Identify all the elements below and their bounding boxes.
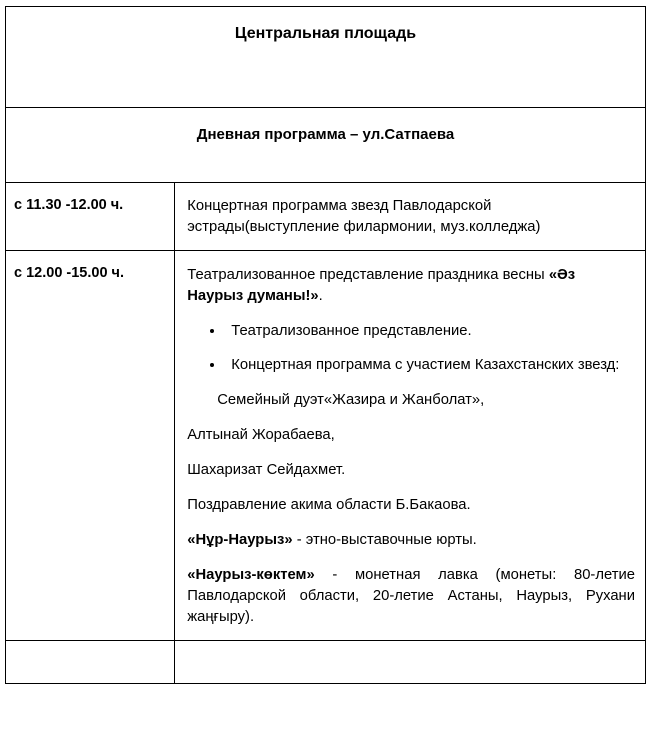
nauryz-koktem-rest: - монетная лавка (монеты: 80-летие Павлодарской области, 20-летие Астаны, Наурыз, Рухани жаңғыру). xyxy=(187,567,635,625)
nauryz-koktem-line xyxy=(187,565,635,628)
table-row xyxy=(6,183,646,251)
description-1-text: Концертная программа звезд Павлодарской эстрады(выступление филармонии, муз.колледжа) xyxy=(187,198,541,235)
performer-line-3: Шахаризат Сейдахмет. xyxy=(187,462,346,478)
list-item: • Концертная программа с участием Казахстанских звезд: xyxy=(225,355,635,376)
nur-nauryz-rest: - этно-выставочные юрты. xyxy=(292,532,477,548)
schedule-table xyxy=(5,6,646,684)
intro-bold: «Әз Наурыз думаны!» xyxy=(187,267,576,304)
performer-line-2: Алтынай Жорабаева, xyxy=(187,427,335,443)
list-item: • Театрализованное представление. xyxy=(225,321,635,342)
title-row xyxy=(6,7,646,108)
empty-cell-left xyxy=(6,641,175,684)
empty-row xyxy=(6,641,646,684)
description-2 xyxy=(175,251,646,641)
page-title: Центральная площадь xyxy=(6,7,646,108)
intro-prefix: Театрализованное представление праздника весны xyxy=(187,267,549,283)
nauryz-koktem-bold: «Наурыз-көктем» xyxy=(187,567,315,583)
empty-cell-right xyxy=(175,641,646,684)
nur-nauryz-line xyxy=(187,530,635,551)
intro-paragraph xyxy=(187,265,635,307)
time-slot-2: с 12.00 -15.00 ч. xyxy=(6,251,175,641)
greeting-line: Поздравление акима области Б.Бакаова. xyxy=(187,497,471,513)
table-row xyxy=(6,251,646,641)
time-slot-1: с 11.30 -12.00 ч. xyxy=(6,183,175,251)
description-1 xyxy=(175,183,646,251)
program-subtitle: Дневная программа – ул.Сатпаева xyxy=(6,108,646,183)
performer-line-1: Семейный дуэт«Жазира и Жанболат», xyxy=(217,392,485,408)
intro-suffix: . xyxy=(318,288,323,304)
nur-nauryz-bold: «Нұр-Наурыз» xyxy=(187,532,293,548)
subtitle-row xyxy=(6,108,646,183)
bullet-list xyxy=(187,321,635,376)
